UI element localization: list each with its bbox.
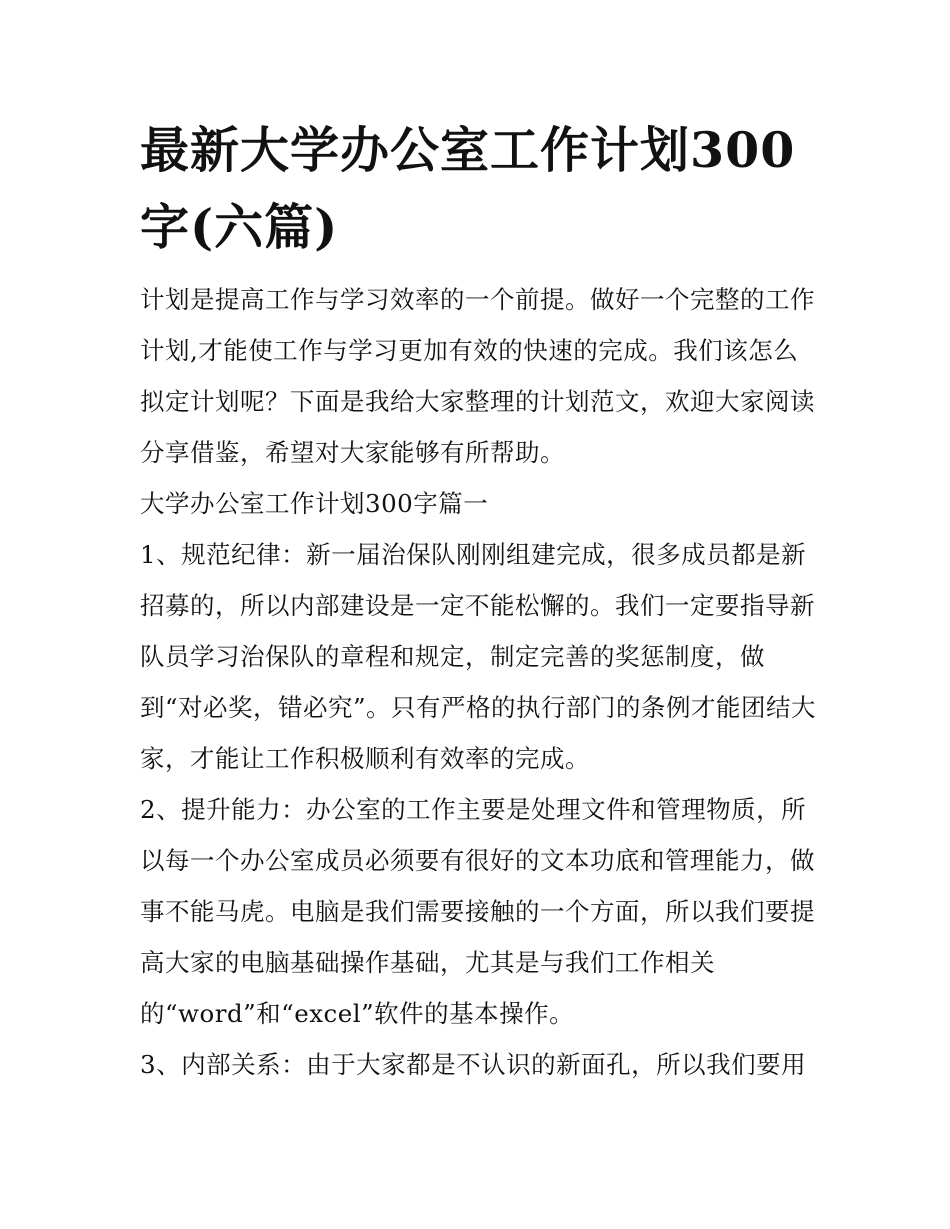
paragraph-line: 1、规范纪律：新一届治保队刚刚组建完成，很多成员都是新: [140, 540, 807, 569]
paragraph-line: 的“word”和“excel”软件的基本操作。: [140, 999, 575, 1028]
paragraph-line: 事不能马虎。电脑是我们需要接触的一个方面，所以我们要提: [140, 897, 815, 926]
paragraph-line: 高大家的电脑基础操作基础，尤其是与我们工作相关: [140, 948, 715, 977]
paragraph-line: 2、提升能力：办公室的工作主要是处理文件和管理物质，所: [140, 795, 807, 824]
paragraph-line: 家，才能让工作积极顺利有效率的完成。: [140, 744, 590, 773]
paragraph-line: 队员学习治保队的章程和规定，制定完善的奖惩制度，做: [140, 642, 765, 671]
paragraph-line: 拟定计划呢？下面是我给大家整理的计划范文，欢迎大家阅读: [140, 387, 815, 416]
paragraph-line: 以每一个办公室成员必须要有很好的文本功底和管理能力，做: [140, 846, 815, 875]
paragraph-line: 3、内部关系：由于大家都是不认识的新面孔，所以我们要用: [140, 1050, 807, 1079]
paragraph-line: 分享借鉴，希望对大家能够有所帮助。: [140, 438, 565, 467]
document-title: [140, 112, 795, 266]
paragraph-line: 计划是提高工作与学习效率的一个前提。做好一个完整的工作: [140, 285, 815, 314]
title-line: 最新大学办公室工作计划300: [140, 121, 796, 179]
document-body: [140, 280, 820, 1096]
paragraph-line: 招募的，所以内部建设是一定不能松懈的。我们一定要指导新: [140, 591, 815, 620]
paragraph-line: 到“对必奖，错必究”。只有严格的执行部门的条例才能团结大: [140, 693, 817, 722]
paragraph-line: 计划,才能使工作与学习更加有效的快速的完成。我们该怎么: [140, 336, 799, 365]
section-heading: 大学办公室工作计划300字篇一: [140, 489, 489, 518]
title-line: 字(六篇): [140, 198, 339, 256]
